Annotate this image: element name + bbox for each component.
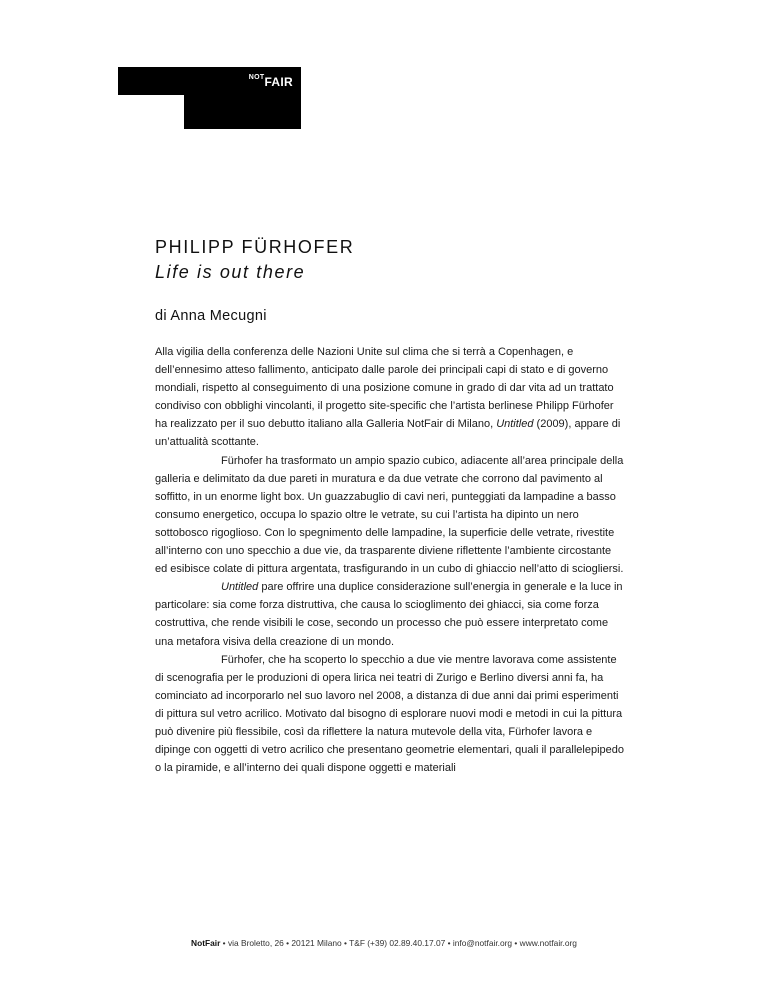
paragraph-3-text: pare offrire una duplice considerazione sull’energia in generale e la luce in particolare: sia come forza distruttiva, che causa lo scioglimento dei ghiacci, sia come forza costruttiva, che rende visibili le cose, secondo un processo che può essere interpretato come una metafora visiva della creazione di un mondo. (155, 581, 623, 648)
paragraph-1-end: (2009), appare di un’attualità scottante. (155, 418, 621, 449)
logo-prefix: NOT (248, 74, 265, 81)
author-byline: di Anna Mecugni (155, 308, 267, 324)
article-body (155, 343, 625, 777)
artist-name: PHILIPP FÜRHOFER (155, 237, 355, 257)
notfair-logo (184, 67, 301, 129)
work-title: Untitled (221, 581, 259, 594)
work-title: Untitled (496, 418, 534, 431)
logo-strip (118, 67, 184, 95)
page-footer (0, 938, 768, 948)
footer-brand: NotFair (191, 938, 221, 948)
paragraph-1 (155, 343, 625, 452)
article-header (155, 236, 625, 325)
exhibition-title: Life is out there (155, 262, 306, 282)
paragraph-1-text: Alla vigilia della conferenza delle Nazioni Unite sul clima che si terrà a Copenhagen, e dell’ennesimo atteso fallimento, anticipato dalle parole dei principali capi di stato e di governo mondiali, rispetto al conseguimento di una posizione comune in grado di dar vita ad un trattato condiviso con obblighi vincolanti, il progetto site-specific che l’artista berlinese Philipp Fürhofer ha realizzato per il suo debutto italiano alla Galleria NotFair di Milano, (155, 346, 614, 431)
footer-details: • via Broletto, 26 • 20121 Milano • T&F (+39) 02.89.40.17.07 • info@notfair.org • www.notfair.org (220, 938, 577, 948)
logo-main: FAIR (264, 75, 293, 89)
paragraph-3 (155, 578, 625, 650)
paragraph-4: Fürhofer, che ha scoperto lo specchio a due vie mentre lavorava come assistente di scenografia per le produzioni di opera lirica nei teatri di Zurigo e Berlino diversi anni fa, ha cominciato ad incorporarlo nel suo lavoro nel 2008, a distanza di due anni dai primi esperimenti di pittura sul vetro acrilico. Motivato dal bisogno di esplorare nuovi modi e metodi in cui la pittura può divenire più flessibile, così da riflettere la natura mutevole della vita, Fürhofer lavora e dipinge con oggetti di vetro acrilico che presentano geometrie elementari, quali il parallelepipedo o la piramide, e all’interno dei quali dispone oggetti e materiali (155, 653, 625, 775)
logo-text (249, 74, 293, 90)
paragraph-2: Fürhofer ha trasformato un ampio spazio cubico, adiacente all’area principale della galleria e delimitato da due pareti in muratura e da due vetrate che corrono dal pavimento al soffitto, in un enorme light box. Un guazzabuglio di cavi neri, punteggiati da lampadine a basso consumo energetico, occupa lo spazio oltre le vetrate, su cui l’artista ha dipinto un nero sottobosco rigoglioso. Con lo spegnimento delle lampadine, la superficie delle vetrate, rivestite all’interno con uno specchio a due vie, da trasparente diviene riflettente l’ambiente circostante ed esibisce colate di pittura argentata, trasfigurando in un cubo di ghiaccio nell’atto di sciogliersi. (155, 454, 624, 576)
